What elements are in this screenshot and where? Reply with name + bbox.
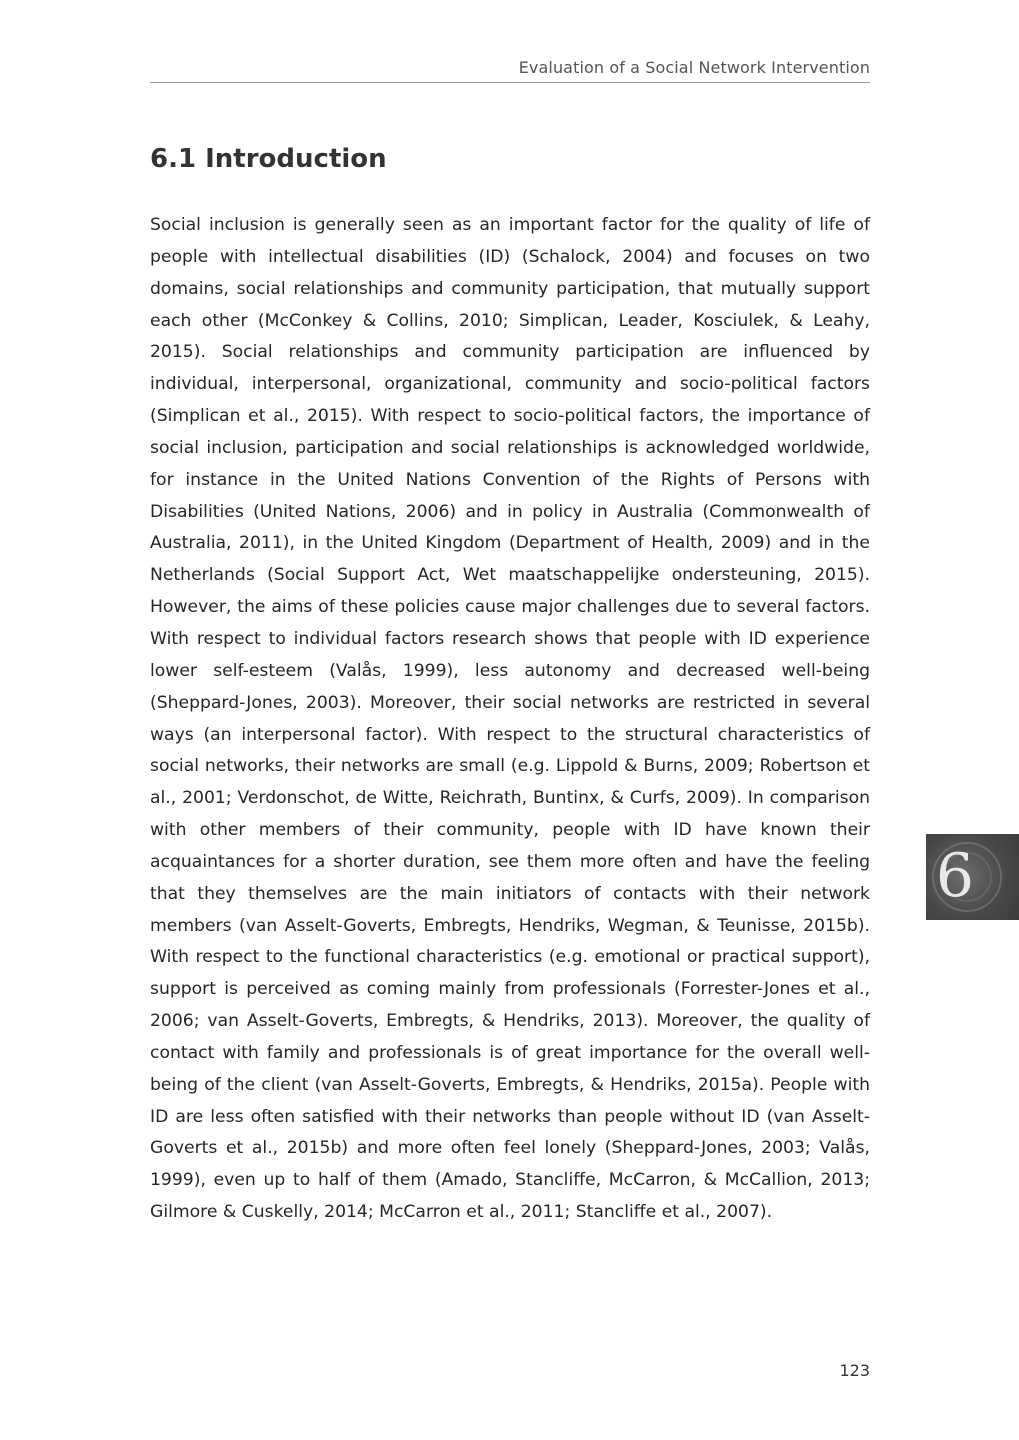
- chapter-tab: [926, 834, 1019, 920]
- body-paragraph: Social inclusion is generally seen as an important factor for the quality of life of people with intellectual disabilities (ID) (Schalock, 2004) and focuses on two domains, social relationships and community participation, that mutually support each other (McConkey & Collins, 2010; Simplican, Leader, Kosciulek, & Leahy, 2015). Social relationships and community participation are influenced by individual, interpersonal, organizational, community and socio-political factors (Simplican et al., 2015). With respect to socio-political factors, the importance of social inclusion, participation and social relationships is acknowledged worldwide, for instance in the United Nations Convention of the Rights of Persons with Disabilities (United Nations, 2006) and in policy in Australia (Commonwealth of Australia, 2011), in the United Kingdom (Department of Health, 2009) and in the Netherlands (Social Support Act, Wet maatschappelijke ondersteuning, 2015). However, the aims of these policies cause major challenges due to several factors. With respect to individual factors research shows that people with ID experience lower self-esteem (Valås, 1999), less autonomy and decreased well-being (Sheppard-Jones, 2003). Moreover, their social networks are restricted in several ways (an interpersonal factor). With respect to the structural characteristics of social networks, their networks are small (e.g. Lippold & Burns, 2009; Robertson et al., 2001; Verdonschot, de Witte, Reichrath, Buntinx, & Curfs, 2009). In comparison with other members of their community, people with ID have known their acquaintances for a shorter duration, see them more often and have the feeling that they themselves are the main initiators of contacts with their network members (van Asselt-Goverts, Embregts, Hendriks, Wegman, & Teunisse, 2015b). With respect to the functional characteristics (e.g. emotional or practical support), support is perceived as coming mainly from professionals (Forrester-Jones et al., 2006; van Asselt-Goverts, Embregts, & Hendriks, 2013). Moreover, the quality of contact with family and professionals is of great importance for the overall well-being of the client (van Asselt-Goverts, Embregts, & Hendriks, 2015a). People with ID are less often satisfied with their networks than people without ID (van Asselt-Goverts et al., 2015b) and more often feel lonely (Sheppard-Jones, 2003; Valås, 1999), even up to half of them (Amado, Stancliffe, McCarron, & McCallion, 2013; Gilmore & Cuskelly, 2014; McCarron et al., 2011; Stancliffe et al., 2007).: [150, 215, 870, 1223]
- section-title: 6.1 Introduction: [150, 144, 387, 174]
- chapter-number: 6: [935, 841, 975, 911]
- page-number: 123: [839, 1361, 870, 1380]
- header-rule: [150, 82, 870, 83]
- running-header: Evaluation of a Social Network Intervention: [518, 58, 870, 77]
